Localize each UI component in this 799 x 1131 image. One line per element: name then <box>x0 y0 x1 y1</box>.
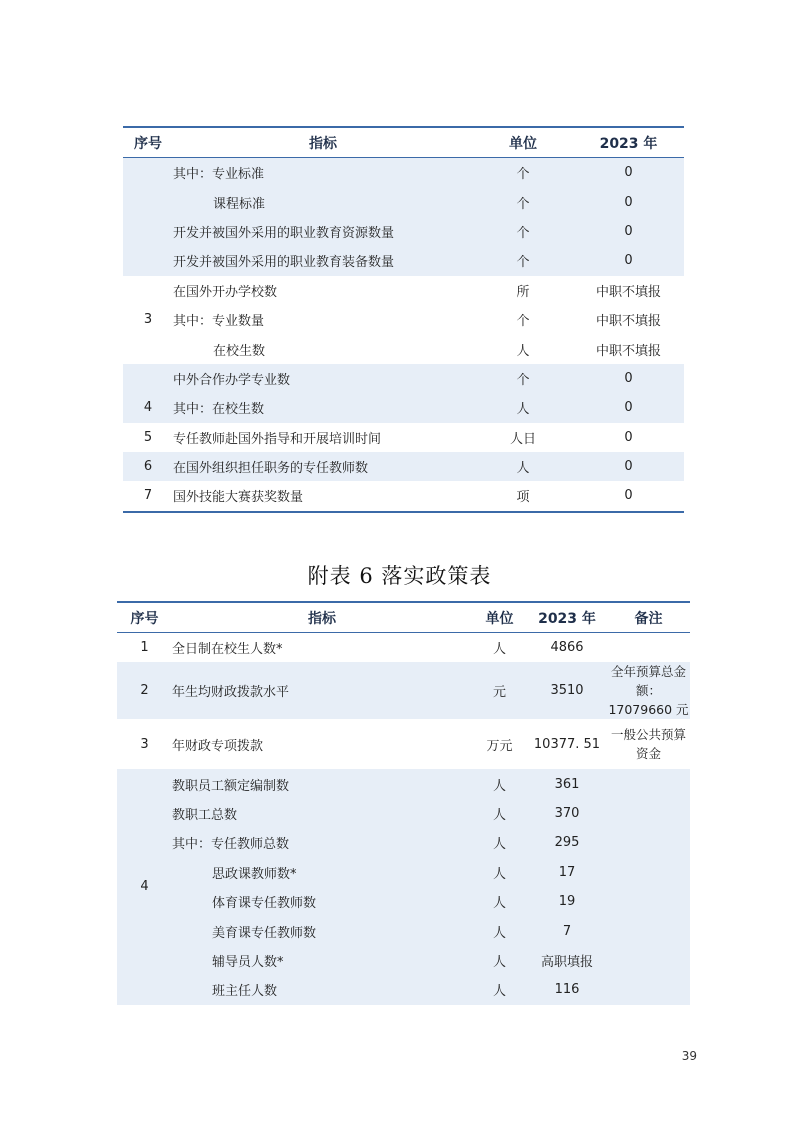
table-header-row <box>117 602 690 633</box>
table-row <box>123 305 684 334</box>
table-row <box>117 946 690 975</box>
row-unit: 人 <box>472 946 527 975</box>
row-unit: 个 <box>473 187 573 216</box>
row-value: 10377. 51 <box>533 736 601 752</box>
row-unit: 个 <box>473 158 573 188</box>
row-no: 4 <box>117 769 172 1004</box>
row-value: 295 <box>527 828 607 857</box>
row-no: 7 <box>143 488 153 504</box>
row-no: 6 <box>123 452 173 481</box>
row-unit: 个 <box>516 314 530 330</box>
table-row <box>123 334 684 363</box>
row-unit: 个 <box>473 246 573 275</box>
header-no: 序号 <box>117 602 172 633</box>
row-unit: 项 <box>516 490 530 506</box>
row-no <box>123 158 173 276</box>
table-row <box>117 975 690 1004</box>
row-unit: 人 <box>492 642 506 658</box>
header-year: 2023 年 <box>527 602 607 633</box>
row-indicator: 专任教师赴国外指导和开展培训时间 <box>173 431 382 447</box>
row-value: 0 <box>624 429 633 445</box>
page-number: 39 <box>681 1049 697 1063</box>
row-unit: 元 <box>472 662 527 719</box>
row-unit: 所 <box>516 284 530 300</box>
row-indicator: 教职员工额定编制数 <box>172 769 472 798</box>
table-row <box>123 276 684 305</box>
row-unit: 人日 <box>509 431 536 447</box>
header-unit: 单位 <box>473 127 573 158</box>
row-unit: 人 <box>516 343 530 359</box>
table-policy-implementation <box>117 601 690 1005</box>
table-row <box>117 799 690 828</box>
row-indicator: 在国外开办学校数 <box>173 284 278 300</box>
row-no: 5 <box>143 429 153 445</box>
header-unit: 单位 <box>472 602 527 633</box>
table-row <box>123 217 684 246</box>
row-indicator: 开发并被国外采用的职业教育资源数量 <box>173 217 473 246</box>
row-unit: 人 <box>472 828 527 857</box>
row-value: 高职填报 <box>527 946 607 975</box>
row-no: 1 <box>140 640 149 656</box>
row-value: 中职不填报 <box>595 284 661 300</box>
row-unit: 人 <box>472 769 527 798</box>
row-unit: 个 <box>473 217 573 246</box>
row-value: 0 <box>573 393 684 422</box>
row-indicator: 体育课专任教师数 <box>172 887 472 916</box>
table-row <box>123 452 684 481</box>
row-unit: 人 <box>473 393 573 422</box>
table-row <box>123 481 684 511</box>
row-indicator: 辅导员人数* <box>172 946 472 975</box>
row-value: 0 <box>573 246 684 275</box>
table-header-row <box>123 127 684 158</box>
table-row <box>123 158 684 188</box>
row-value: 19 <box>527 887 607 916</box>
table-row <box>123 246 684 275</box>
row-value: 7 <box>527 916 607 945</box>
row-value: 3510 <box>527 662 607 719</box>
row-indicator: 在校生数 <box>213 343 266 359</box>
row-indicator: 年财政专项拨款 <box>172 738 264 754</box>
row-value: 0 <box>573 364 684 393</box>
row-indicator: 思政课教师数* <box>172 858 472 887</box>
row-value: 0 <box>624 488 633 504</box>
row-indicator: 全日制在校生人数* <box>172 642 283 658</box>
row-indicator: 美育课专任教师数 <box>172 916 472 945</box>
row-indicator: 中外合作办学专业数 <box>173 364 473 393</box>
row-no: 4 <box>123 393 173 422</box>
row-unit: 人 <box>472 975 527 1004</box>
row-value: 17 <box>527 858 607 887</box>
row-indicator: 课程标准 <box>173 187 473 216</box>
row-unit: 人 <box>472 916 527 945</box>
row-value: 中职不填报 <box>595 314 661 330</box>
row-indicator: 其中：专业数量 <box>173 314 265 330</box>
row-unit: 个 <box>473 364 573 393</box>
row-value: 4866 <box>550 640 584 656</box>
row-indicator: 其中：专任教师总数 <box>172 828 472 857</box>
table-row <box>117 662 690 719</box>
row-indicator: 国外技能大赛获奖数量 <box>173 490 304 506</box>
table-row <box>117 916 690 945</box>
row-no <box>123 364 173 393</box>
table-row <box>117 769 690 798</box>
row-no: 2 <box>117 662 172 719</box>
row-indicator: 其中：专业标准 <box>173 158 473 188</box>
row-note <box>607 633 690 663</box>
row-indicator: 开发并被国外采用的职业教育装备数量 <box>173 246 473 275</box>
header-no: 序号 <box>123 127 173 158</box>
row-note: 一般公共预算资金 <box>610 727 686 762</box>
row-unit: 人 <box>472 858 527 887</box>
header-indicator: 指标 <box>173 127 473 158</box>
row-indicator: 班主任人数 <box>172 975 472 1004</box>
table-row <box>117 633 690 663</box>
row-value: 中职不填报 <box>595 343 661 359</box>
table-row <box>123 364 684 393</box>
row-no: 3 <box>140 736 149 752</box>
row-value: 0 <box>573 158 684 188</box>
table-international-cooperation <box>123 126 684 513</box>
row-indicator: 在国外组织担任职务的专任教师数 <box>173 452 473 481</box>
table-row <box>117 828 690 857</box>
table-row <box>117 858 690 887</box>
row-unit: 人 <box>473 452 573 481</box>
table-row <box>123 423 684 452</box>
row-note <box>607 769 690 1004</box>
row-unit: 万元 <box>486 738 513 754</box>
table-caption: 附表 6 落实政策表 <box>307 564 492 588</box>
row-unit: 人 <box>472 887 527 916</box>
row-value: 370 <box>527 799 607 828</box>
table-row <box>117 887 690 916</box>
row-value: 116 <box>527 975 607 1004</box>
row-value: 0 <box>573 452 684 481</box>
table-row <box>123 187 684 216</box>
row-value: 0 <box>573 187 684 216</box>
row-value: 361 <box>527 769 607 798</box>
row-indicator: 年生均财政拨款水平 <box>172 662 472 719</box>
row-indicator: 教职工总数 <box>172 799 472 828</box>
row-value: 0 <box>573 217 684 246</box>
table-row <box>123 393 684 422</box>
table-row <box>117 719 690 769</box>
row-no: 3 <box>143 312 153 328</box>
header-year: 2023 年 <box>573 127 684 158</box>
row-unit: 人 <box>472 799 527 828</box>
row-note: 全年预算总金额：17079660 元 <box>608 664 689 718</box>
header-indicator: 指标 <box>172 602 472 633</box>
header-note: 备注 <box>607 602 690 633</box>
row-indicator: 其中：在校生数 <box>173 393 473 422</box>
